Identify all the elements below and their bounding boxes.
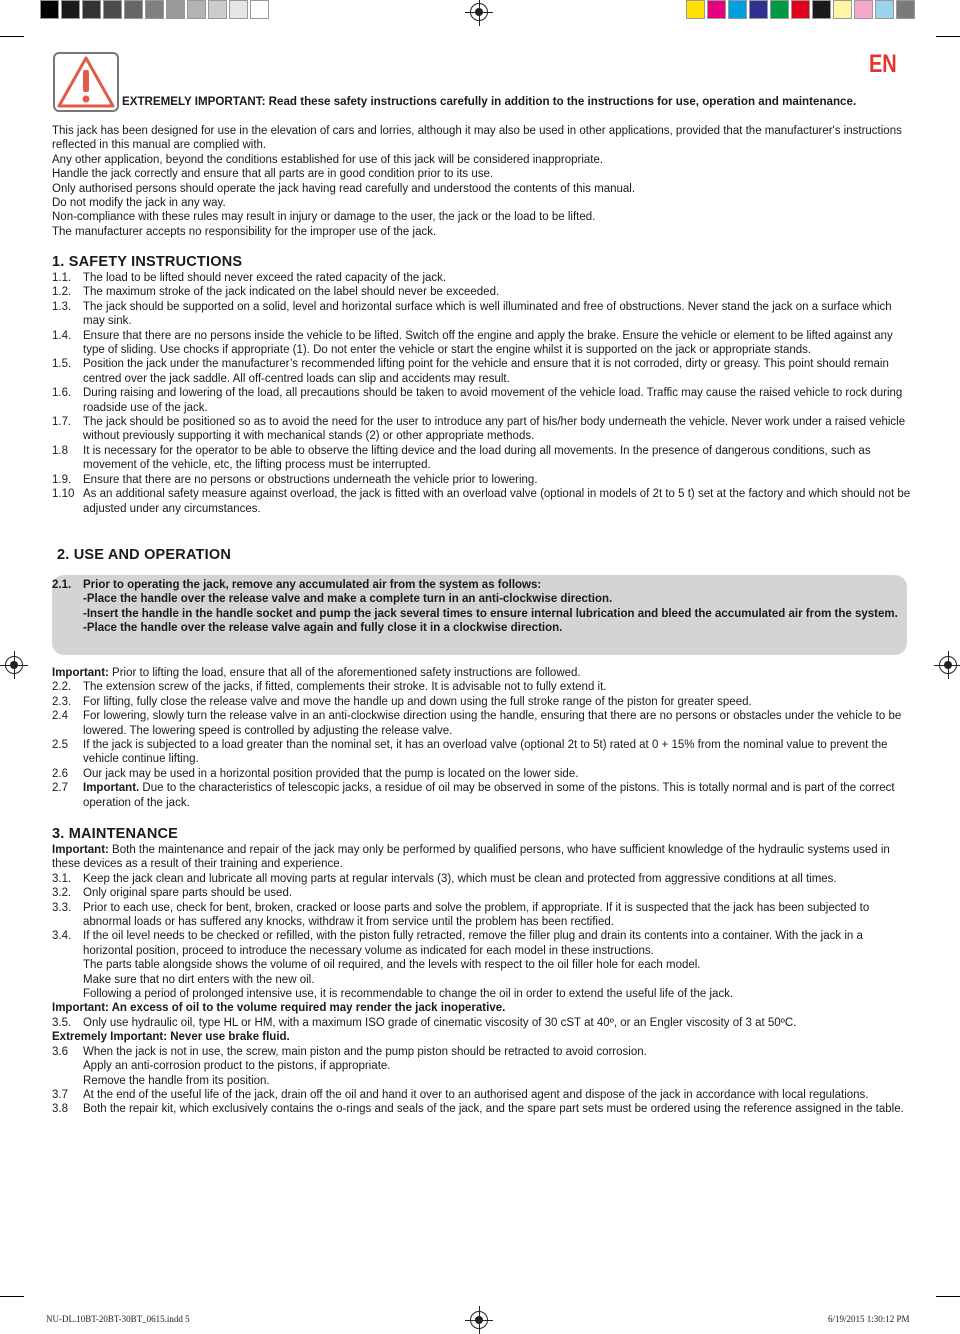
color-swatch [229,0,248,19]
item-number: 2.6 [52,767,68,780]
list-item [52,1102,912,1116]
crop-mark [936,1296,960,1297]
list-item [52,695,912,709]
list-item [52,487,912,516]
warning-title: EXTREMELY IMPORTANT: Read these safety instructions carefully in addition to the instructions for use, operation and maintenance. [122,95,857,108]
item-text: Our jack may be used in a horizontal position provided that the pump is located on the lower side. [83,767,579,780]
footer-date: 6/19/2015 1:30:12 PM [828,1314,910,1324]
item-number: 2.4 [52,710,68,723]
item-text: It is necessary for the operator to be able to observe the lifting device and the load during all movements. In the presence of dangerous conditions, such as movement of the vehicle, etc, the lifting process must be interrupted. [83,444,871,472]
item-line: Apply an anti-corrosion product to the pistons, if appropriate. [83,1060,391,1073]
item-number: 2.1. [52,579,72,591]
list-item [52,886,912,900]
color-swatch-bar [686,0,917,22]
color-swatch [40,0,59,19]
box-line: -Place the handle over the release valve and make a complete turn in an anti-clockwise direction. [83,593,613,606]
item-text: Ensure that there are no persons or obstructions underneath the vehicle prior to lowering. [83,473,538,486]
color-swatch [166,0,185,19]
warning-frame [53,52,119,112]
list-item [52,1088,912,1102]
item-text: For lowering, slowly turn the release valve in an anti-clockwise direction using the handle, ensuring that there are no persons or obstacles under the vehicle to be lowered. The lowering speed is controlled by adjusting the release valve. [83,710,902,737]
item-text: Position the jack under the manufacturer’s recommended lifting point for the vehicle and ensure that it is not corroded, dirty or greasy. This point should remain centred over the jack saddle. All off-centred loads can slip and accidents may result. [83,358,889,385]
color-swatch [770,0,789,19]
item-text: The jack should be positioned so as to avoid the need for the user to introduce any part of his/her body underneath the vehicle. Never work under a raised vehicle without previously supporting it with mechanical stands (2) or other appropriate methods. [83,416,906,443]
item-number: 2.5 [52,739,68,752]
section2-title: 2. USE AND OPERATION [57,547,231,563]
section1-list [52,271,912,516]
item-text: At the end of the useful life of the jack, drain off the oil and hand it over to an authorised agent and dispose of the jack in accordance with local regulations. [83,1088,869,1101]
item-line: Make sure that no dirt enters with the new oil. [83,973,315,986]
item-number: 3.2. [52,887,72,900]
intro-para: Any other application, beyond the conditions established for use of this jack will be considered inappropriate. [52,153,604,166]
item-text: The maximum stroke of the jack indicated on the label should never be exceeded. [83,286,500,299]
color-swatch [208,0,227,19]
intro-para: Do not modify the jack in any way. [52,197,226,210]
item-text: The extension screw of the jacks, if fitted, complements their stroke. It is advisable not to fully extend it. [83,681,607,694]
intro-para: Only authorised persons should operate the jack having read carefully and understood the contents of this manual. [52,182,636,195]
item-number: 1.3. [52,300,72,313]
item-number: 1.1. [52,272,72,284]
item-text: As an additional safety measure against overload, the jack is fitted with an overload valve (optional in models of 2t to 5 t) set at the factory and which should not be adjusted under any circumstances. [83,488,911,515]
intro-para: Non-compliance with these rules may result in injury or damage to the user, the jack or the load to be lifted. [52,211,596,224]
section3-list-b [52,1088,912,1117]
item-text: The jack should be supported on a solid, level and horizontal surface which is well illuminated and free of obstructions. Never stand the jack on a surface which may sink. [83,300,892,328]
item-text: Keep the jack clean and lubricate all moving parts at regular intervals (3), which must be clean and protected from aggressive conditions at all times. [83,872,837,885]
important-text: Prior to lifting the load, ensure that all of the aforementioned safety instructions are followed. [108,667,581,679]
item-number: 1.5. [52,358,72,371]
list-item [52,415,912,444]
crop-mark [936,36,960,37]
item-text: If the jack is subjected to a load greater than the nominal set, it has an overload valve (optional 2t to 5t) rated at 0 + 15% from the nominal value to prevent the vehicle continue lifting. [83,739,888,766]
color-swatch [250,0,269,19]
item-text: If the oil level needs to be checked or refilled, with the piston fully retracted, remove the filler plug and drain its contents into a container. With the jack in a horizontal position, proceed to introduce the necessary volume as indicated for each model in these instructions. [83,930,863,957]
item-line: Remove the handle from its position. [83,1074,270,1087]
item-number: 3.1. [52,872,72,885]
extremely-important: Extremely Important: Never use brake fluid. [52,1031,290,1044]
section3-body [52,843,912,1117]
list-item [52,300,912,329]
section1-title: 1. SAFETY INSTRUCTIONS [52,254,243,270]
item-number: 2.7 [52,782,68,795]
important-label: Important: [52,667,109,679]
crop-mark [0,1296,24,1297]
intro-para: The manufacturer accepts no responsibility for the improper use of the jack. [52,225,437,238]
item-number: 3.3. [52,901,72,914]
list-item [52,285,912,299]
item-number: 1.10 [52,488,75,501]
item-text: Due to the characteristics of telescopic jacks, a residue of oil may be observed in some of the pistons. This is totally normal and is part of the correct operation of the jack. [83,782,895,809]
intro [52,124,912,239]
section3-list-a [52,872,912,958]
item-text: Prior to each use, check for bent, broken, cracked or loose parts and solve the problem, if appropriate. If it is suspected that the jack has been subjected to abnormal loads or has suffered any knocks, withdraw it from service until the problem has been rectified. [83,901,870,929]
color-swatch [728,0,747,19]
section2-body [52,666,912,810]
item-number: 1.6. [52,387,72,400]
box-line: -Insert the handle in the handle socket and pump the jack several times to ensure internal lubrication and bleed the accumulated air from the system. [83,607,898,620]
color-swatch [812,0,831,19]
color-swatch [686,0,705,19]
item-number: 3.4. [52,930,72,943]
list-item [52,680,912,694]
list-item [52,329,912,358]
item-number: 3.6 [52,1045,68,1058]
item-text: Only use hydraulic oil, type HL or HM, with a maximum ISO grade of cinematic viscosity of 30 cST at 40º, or an Engler viscosity of 3 at 50ºC. [83,1016,797,1029]
color-swatch [875,0,894,19]
item-text: Ensure that there are no persons inside the vehicle to be lifted. Switch off the engine and apply the brake. Ensure the vehicle or element to be lifted against any type of sliding. Use chocks if appropriate (1). Do not enter the vehicle or start the engine whilst it is supported on the jack or appropriate stands. [83,329,893,357]
item-number: 1.2. [52,286,72,299]
list-item [52,929,912,958]
item-text: For lifting, fully close the release valve and move the handle up and down using the full stroke range of the piston for greater speed. [83,695,752,708]
item-number: 3.5. [52,1016,72,1029]
important-text: Both the maintenance and repair of the jack may only be performed by qualified persons, who have sufficient knowledge of the hydraulic systems used in these devices as a result of their training and experience. [52,844,890,871]
color-swatch [61,0,80,19]
list-item [52,473,912,487]
item-number: 1.9. [52,473,72,486]
color-swatch [145,0,164,19]
box-line: Prior to operating the jack, remove any accumulated air from the system as follows: [83,579,542,591]
item-text: Only original spare parts should be used. [83,887,293,900]
list-item [52,872,912,886]
item-text: Both the repair kit, which exclusively contains the o-rings and seals of the jack, and the spare part sets must be ordered using the reference assigned in the table. [83,1103,904,1116]
language-label: EN [869,50,897,78]
list-item [52,767,912,781]
important-warning: Important: An excess of oil to the volume required may render the jack inoperative. [52,1002,506,1015]
item-number: 3.7 [52,1088,68,1101]
item-text: During raising and lowering of the load, all precautions should be taken to avoid movement of the vehicle load. Traffic may cause the raised vehicle to rock during roadside use of the jack. [83,387,903,414]
crop-mark [0,36,24,37]
list-item [52,357,912,386]
item-number: 3.8 [52,1103,68,1116]
box-line: -Place the handle over the release valve again and fully close it in a clockwise direction. [83,622,563,635]
item-line: When the jack is not in use, the screw, main piston and the pump piston should be retracted to avoid corrosion. [83,1045,647,1058]
color-swatch [791,0,810,19]
item-important: Important. [83,782,140,795]
registration-mark-top [470,3,488,21]
item-number: 1.4. [52,329,72,342]
color-swatch [707,0,726,19]
color-swatch [854,0,873,19]
color-swatch [82,0,101,19]
registration-mark-bottom [470,1311,488,1329]
list-item [52,444,912,473]
list-item [52,386,912,415]
list-item [52,271,912,285]
item-line: Following a period of prolonged intensive use, it is recommendable to change the oil in order to extend the useful life of the jack. [83,988,734,1001]
registration-mark-right [939,656,957,674]
color-swatch [896,0,915,19]
list-item [52,709,912,738]
item-number: 1.8 [52,444,68,457]
item-number: 1.7. [52,416,72,429]
intro-para: This jack has been designed for use in the elevation of cars and lorries, although it may also be used in other applications, provided that the manufacturer's instructions reflected in this manual are complied with. [52,125,902,152]
color-swatch [124,0,143,19]
item-number: 2.2. [52,681,72,694]
color-swatch [833,0,852,19]
gray-swatch-bar [40,0,271,22]
color-swatch [749,0,768,19]
item-number: 2.3. [52,695,72,708]
item-line: The parts table alongside shows the volume of oil required, and the levels with respect to the oil filler hole for each model. [83,959,701,972]
air-bleed-steps [52,578,912,636]
warning-triangle-icon [55,54,117,110]
registration-mark-left [5,656,23,674]
footer-file: NU-DL.10BT-20BT-30BT_0615.indd 5 [46,1314,190,1324]
section3-title: 3. MAINTENANCE [52,826,179,842]
item-text: The load to be lifted should never exceed the rated capacity of the jack. [83,272,447,284]
list-item [52,901,912,930]
important-label: Important: [52,844,109,856]
color-swatch [103,0,122,19]
color-swatch [187,0,206,19]
section2-list [52,680,912,781]
intro-para: Handle the jack correctly and ensure that all parts are in good condition prior to its use. [52,168,494,181]
list-item [52,738,912,767]
